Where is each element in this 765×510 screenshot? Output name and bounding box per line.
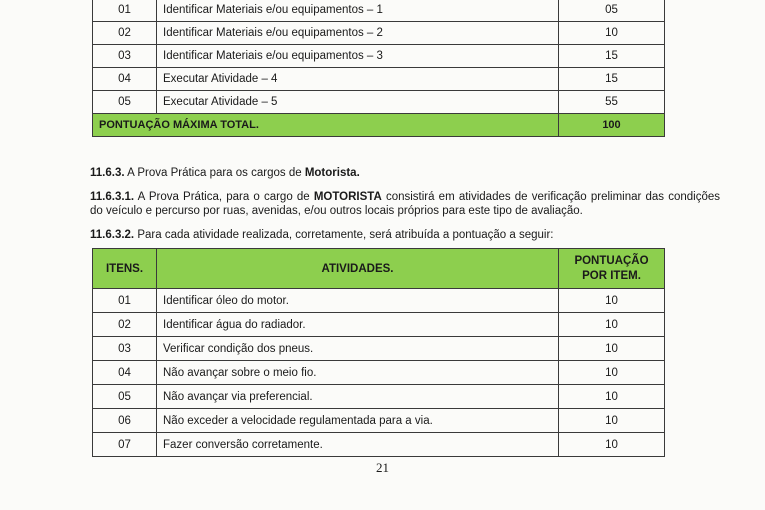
- points: 55: [559, 91, 665, 114]
- section-number: 11.6.3.1.: [90, 191, 135, 203]
- points: 10: [559, 289, 665, 313]
- section-text: A Prova Prática para os cargos de: [127, 167, 302, 179]
- table-row: [93, 22, 665, 45]
- section-11-6-3-2: [90, 228, 720, 242]
- total-label: PONTUAÇÃO MÁXIMA TOTAL.: [93, 114, 559, 137]
- total-value: 100: [559, 114, 665, 137]
- header-points: [559, 249, 665, 289]
- section-number: 11.6.3.: [90, 167, 125, 179]
- scoring-table-1: [92, 0, 665, 137]
- points: 10: [559, 22, 665, 45]
- item-number: 04: [93, 361, 157, 385]
- table-row: [93, 0, 665, 22]
- activity: Executar Atividade – 5: [157, 91, 559, 114]
- points: 10: [559, 361, 665, 385]
- table-row: [93, 385, 665, 409]
- total-row: [93, 114, 665, 137]
- header-points-line1: PONTUAÇÃO: [574, 254, 649, 267]
- item-number: 05: [93, 385, 157, 409]
- item-number: 03: [93, 337, 157, 361]
- points: 10: [559, 409, 665, 433]
- page-number: 21: [376, 460, 389, 475]
- item-number: 01: [93, 289, 157, 313]
- activity: Identificar Materiais e/ou equipamentos – 2: [157, 22, 559, 45]
- item-number: 01: [93, 0, 157, 22]
- item-number: 07: [93, 433, 157, 457]
- table-row: [93, 337, 665, 361]
- table-row: [93, 433, 665, 457]
- activity: Verificar condição dos pneus.: [157, 337, 559, 361]
- section-number: 11.6.3.2.: [90, 229, 135, 241]
- item-number: 05: [93, 91, 157, 114]
- points: 05: [559, 0, 665, 22]
- section-text: Para cada atividade realizada, corretamente, será atribuída a pontuação a seguir:: [137, 229, 554, 241]
- activity: Executar Atividade – 4: [157, 68, 559, 91]
- item-number: 03: [93, 45, 157, 68]
- section-bold: Motorista.: [304, 167, 360, 179]
- points: 15: [559, 45, 665, 68]
- header-activities: ATIVIDADES.: [157, 249, 559, 289]
- activity: Identificar Materiais e/ou equipamentos – 3: [157, 45, 559, 68]
- table-row: [93, 361, 665, 385]
- points: 15: [559, 68, 665, 91]
- table-header-row: [93, 249, 665, 289]
- activity: Identificar óleo do motor.: [157, 289, 559, 313]
- item-number: 02: [93, 313, 157, 337]
- table-row: [93, 68, 665, 91]
- section-bold: MOTORISTA: [313, 191, 382, 203]
- section-text-cont: consistirá em atividades de verificação preliminar das condições do veículo e percurso por ruas, avenidas, e/ou outros locais próprios para este tipo de avaliação.: [90, 191, 720, 217]
- activity: Identificar Materiais e/ou equipamentos – 1: [157, 0, 559, 22]
- activity: Não exceder a velocidade regulamentada para a via.: [157, 409, 559, 433]
- points: 10: [559, 385, 665, 409]
- activity: Identificar água do radiador.: [157, 313, 559, 337]
- item-number: 04: [93, 68, 157, 91]
- scoring-table-motorista: [92, 248, 665, 457]
- table-row: [93, 289, 665, 313]
- points: 10: [559, 337, 665, 361]
- activity: Fazer conversão corretamente.: [157, 433, 559, 457]
- points: 10: [559, 433, 665, 457]
- item-number: 06: [93, 409, 157, 433]
- item-number: 02: [93, 22, 157, 45]
- section-11-6-3-1: [90, 190, 720, 218]
- table-row: [93, 313, 665, 337]
- table-row: [93, 409, 665, 433]
- header-items: ITENS.: [93, 249, 157, 289]
- table-row: [93, 45, 665, 68]
- points: 10: [559, 313, 665, 337]
- activity: Não avançar via preferencial.: [157, 385, 559, 409]
- section-11-6-3: [90, 166, 720, 180]
- header-points-line2: POR ITEM.: [582, 269, 641, 282]
- activity: Não avançar sobre o meio fio.: [157, 361, 559, 385]
- section-text: A Prova Prática, para o cargo de: [137, 191, 310, 203]
- table-row: [93, 91, 665, 114]
